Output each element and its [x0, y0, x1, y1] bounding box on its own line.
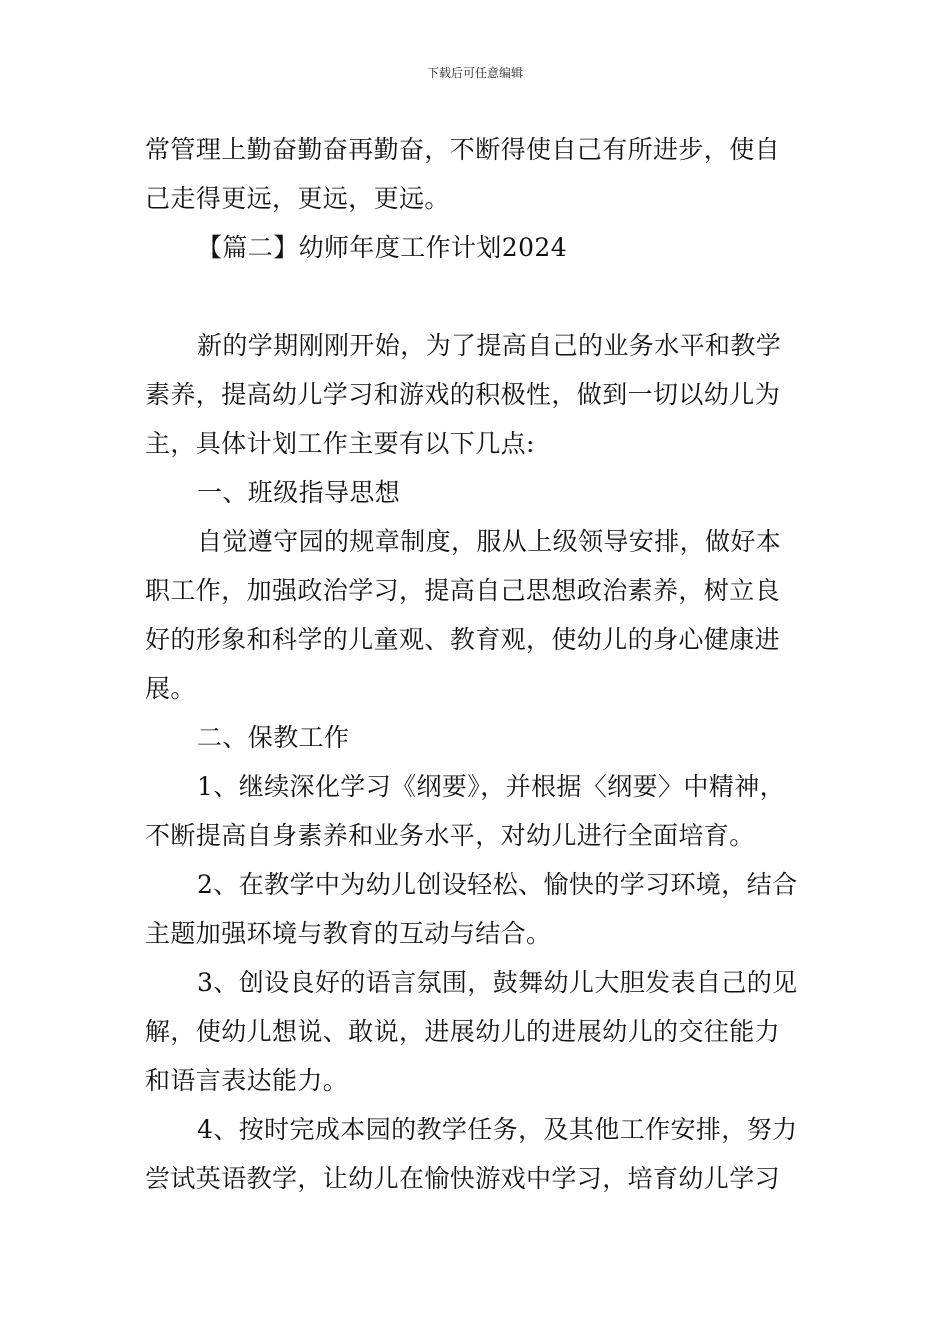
text-line: 素养，提高幼儿学习和游戏的积极性，做到一切以幼儿为	[145, 380, 781, 409]
text-line: 不断提高自身素养和业务水平，对幼儿进行全面培育。	[145, 821, 755, 850]
page-header: 下载后可任意编辑	[426, 66, 523, 80]
text-line: 3、创设良好的语言氛围，鼓舞幼儿大胆发表自己的见	[197, 968, 798, 997]
text-line: 解，使幼儿想说、敢说，进展幼儿的进展幼儿的交往能力	[145, 1017, 781, 1046]
document-body	[145, 125, 810, 1203]
text-line: 二、保教工作	[197, 723, 350, 752]
text-line: 新的学期刚刚开始，为了提高自己的业务水平和教学	[197, 331, 782, 360]
text-line: 主，具体计划工作主要有以下几点:	[145, 429, 535, 458]
text-line: 主题加强环境与教育的互动与结合。	[145, 919, 552, 948]
text-line: 1、继续深化学习《纲要》，并根据〈纲要〉中精神，	[197, 772, 786, 801]
text-line: 职工作，加强政治学习，提高自己思想政治素养，树立良	[145, 576, 781, 605]
text-line: 一、班级指导思想	[197, 478, 401, 507]
text-line: 【篇二】幼师年度工作计划2024	[197, 233, 568, 262]
text-line: 2、在教学中为幼儿创设轻松、愉快的学习环境，结合	[197, 870, 798, 899]
text-line: 好的形象和科学的儿童观、教育观，使幼儿的身心健康进	[145, 625, 781, 654]
text-line: 己走得更远，更远，更远。	[145, 184, 450, 213]
text-line: 自觉遵守园的规章制度，服从上级领导安排，做好本	[197, 527, 782, 556]
text-line: 和语言表达能力。	[145, 1066, 349, 1095]
text-line: 4、按时完成本园的教学任务，及其他工作安排，努力	[197, 1115, 798, 1144]
text-line: 尝试英语教学，让幼儿在愉快游戏中学习，培育幼儿学习	[145, 1164, 781, 1193]
text-line: 常管理上勤奋勤奋再勤奋，不断得使自己有所进步，使自	[145, 135, 781, 164]
text-line: 展。	[145, 674, 196, 703]
blank-line	[145, 272, 810, 321]
